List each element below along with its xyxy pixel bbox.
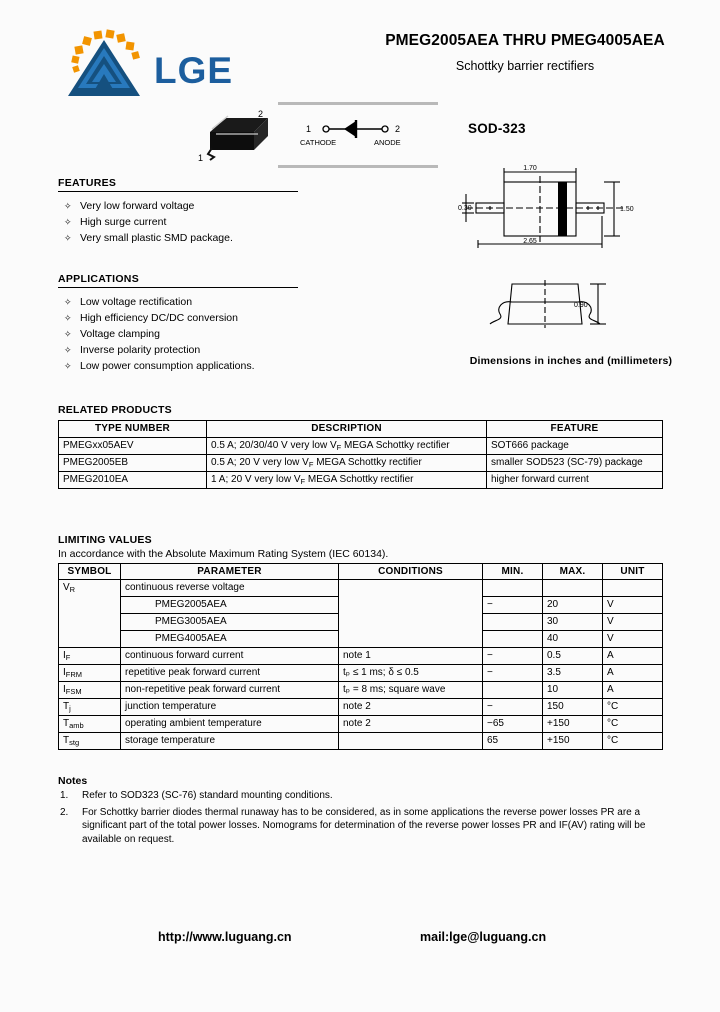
table-row xyxy=(59,665,663,682)
pin1-number: 1 xyxy=(198,153,204,163)
schematic-pin1-label: CATHODE xyxy=(300,138,337,147)
cell-symbol: $T_{stg}$ xyxy=(59,733,121,750)
limiting-values-heading: LIMITING VALUES xyxy=(58,534,152,546)
cell-feature: SOT666 package xyxy=(487,438,663,455)
package-top-view-drawing xyxy=(452,160,637,248)
dim-overall-length-label: 2.65 xyxy=(523,238,537,245)
cell-type-number: PMEG2010EA xyxy=(59,472,207,489)
cell-max: 20 xyxy=(543,597,603,614)
column-header-symbol: SYMBOL xyxy=(59,564,121,580)
table-row xyxy=(59,580,663,597)
cell-parameter: operating ambient temperature xyxy=(121,716,339,733)
dim-lead-width-label: 0.30 xyxy=(458,205,472,212)
column-header-feature: FEATURE xyxy=(487,421,663,438)
cell-parameter: PMEG2005AEA xyxy=(121,597,339,614)
list-item: ✧ High surge current xyxy=(58,214,298,230)
cell-feature: smaller SOD523 (SC-79) package xyxy=(487,455,663,472)
cell-type-number: PMEG2005EB xyxy=(59,455,207,472)
cell-conditions: tₚ = 8 ms; square wave xyxy=(339,682,483,699)
cell-conditions xyxy=(339,733,483,750)
cell-conditions: tₚ ≤ 1 ms; δ ≤ 0.5 xyxy=(339,665,483,682)
cell-unit: V xyxy=(603,614,663,631)
pin2-number: 2 xyxy=(258,110,264,119)
company-logo xyxy=(58,26,298,98)
limiting-values-table xyxy=(58,563,663,750)
cell-unit: °C xyxy=(603,733,663,750)
note-number: 1. xyxy=(60,790,69,801)
dimensions-caption: Dimensions in inches and (millimeters) xyxy=(469,355,673,367)
list-item: ✧ Very small plastic SMD package. xyxy=(58,230,298,246)
cell-unit: °C xyxy=(603,716,663,733)
table-row xyxy=(59,455,663,472)
cell-symbol: $T_{amb}$ xyxy=(59,716,121,733)
cell-min: − xyxy=(483,648,543,665)
cell-type-number: PMEGxx05AEV xyxy=(59,438,207,455)
cell-symbol: $I_{FRM}$ xyxy=(59,665,121,682)
logo-wordmark: LGE xyxy=(154,50,234,91)
column-header-type-number: TYPE NUMBER xyxy=(59,421,207,438)
footer-website-link[interactable]: http://www.luguang.cn xyxy=(158,930,292,944)
dim-side-height-label: 0.90 xyxy=(574,302,588,309)
related-products-heading: RELATED PRODUCTS xyxy=(58,404,172,416)
note-text: For Schottky barrier diodes thermal runaway has to be considered, as in some applications the reverse power losses PR are a significant part of the total power losses. Nomograms for determination of the reverse power losses PR and IF(AV) rating will be available on request. xyxy=(82,806,646,845)
schematic-pin2-label: ANODE xyxy=(374,138,401,147)
cell-conditions xyxy=(339,580,483,648)
cell-description: 1 A; 20 V very low $V_F$ MEGA Schottky rectifier xyxy=(207,472,487,489)
diode-schematic xyxy=(278,102,438,168)
schematic-pin1-number: 1 xyxy=(306,124,312,134)
table-row xyxy=(59,733,663,750)
table-row xyxy=(59,716,663,733)
cell-unit: A xyxy=(603,682,663,699)
table-row xyxy=(59,648,663,665)
cell-unit: A xyxy=(603,665,663,682)
list-item: ✧ Low power consumption applications. xyxy=(58,358,298,374)
cell-min xyxy=(483,631,543,648)
list-item: ✧ High efficiency DC/DC conversion xyxy=(58,310,298,326)
cell-max: 3.5 xyxy=(543,665,603,682)
column-header-description: DESCRIPTION xyxy=(207,421,487,438)
cell-min: 65 xyxy=(483,733,543,750)
cell-parameter: non-repetitive peak forward current xyxy=(121,682,339,699)
table-header-row xyxy=(59,564,663,580)
notes-heading: Notes xyxy=(58,775,88,787)
cell-parameter: continuous forward current xyxy=(121,648,339,665)
cell-unit xyxy=(603,580,663,597)
title-block xyxy=(330,32,720,73)
cell-min xyxy=(483,682,543,699)
cell-parameter: PMEG3005AEA xyxy=(121,614,339,631)
page-title: PMEG2005AEA THRU PMEG4005AEA xyxy=(385,32,665,49)
cell-min: − xyxy=(483,699,543,716)
cell-min: − xyxy=(483,597,543,614)
list-item: ✧ Inverse polarity protection xyxy=(58,342,298,358)
features-list xyxy=(58,192,298,246)
dim-body-height-label: 1.50 xyxy=(620,206,634,213)
cell-symbol: $V_R$ xyxy=(59,580,121,648)
cell-min: −65 xyxy=(483,716,543,733)
applications-list xyxy=(58,288,298,374)
page-footer xyxy=(0,930,720,954)
column-header-parameter: PARAMETER xyxy=(121,564,339,580)
cell-unit: A xyxy=(603,648,663,665)
cell-parameter: junction temperature xyxy=(121,699,339,716)
limiting-values-subheading: In accordance with the Absolute Maximum Rating System (IEC 60134). xyxy=(58,548,389,560)
table-row xyxy=(59,682,663,699)
note-number: 2. xyxy=(60,806,69,818)
cell-min xyxy=(483,580,543,597)
table-row xyxy=(59,699,663,716)
footer-email-link[interactable]: mail:lge@luguang.cn xyxy=(420,930,547,944)
diode-symbol-icon xyxy=(278,102,438,168)
cell-min xyxy=(483,614,543,631)
applications-heading: APPLICATIONS xyxy=(58,273,298,288)
cell-description: 0.5 A; 20 V very low $V_F$ MEGA Schottky rectifier xyxy=(207,455,487,472)
cell-max: 0.5 xyxy=(543,648,603,665)
notes-section xyxy=(58,789,662,849)
cell-max xyxy=(543,580,603,597)
note-item xyxy=(58,789,662,803)
cell-max: 150 xyxy=(543,699,603,716)
list-item: ✧ Voltage clamping xyxy=(58,326,298,342)
column-header-min: MIN. xyxy=(483,564,543,580)
cell-parameter: PMEG4005AEA xyxy=(121,631,339,648)
cell-max: +150 xyxy=(543,733,603,750)
package-side-view-drawing xyxy=(470,276,620,338)
note-item xyxy=(58,806,662,847)
list-item: ✧ Very low forward voltage xyxy=(58,198,298,214)
page-header xyxy=(0,20,720,100)
cell-unit: V xyxy=(603,597,663,614)
column-header-unit: UNIT xyxy=(603,564,663,580)
features-heading: FEATURES xyxy=(58,177,298,192)
cell-max: +150 xyxy=(543,716,603,733)
cell-max: 10 xyxy=(543,682,603,699)
column-header-max: MAX. xyxy=(543,564,603,580)
dim-length-label: 1.70 xyxy=(523,165,537,172)
cell-unit: V xyxy=(603,631,663,648)
package-name-label: SOD-323 xyxy=(468,121,526,136)
schematic-rule-top xyxy=(278,102,438,105)
cell-min: − xyxy=(483,665,543,682)
note-text: Refer to SOD323 (SC-76) standard mounting conditions. xyxy=(82,790,333,801)
lge-mountain-logo-icon xyxy=(58,26,150,98)
cell-description: 0.5 A; 20/30/40 V very low $V_F$ MEGA Schottky rectifier xyxy=(207,438,487,455)
package-photo-icon xyxy=(196,110,278,166)
page-subtitle: Schottky barrier rectifiers xyxy=(455,59,595,73)
cell-max: 30 xyxy=(543,614,603,631)
cell-unit: °C xyxy=(603,699,663,716)
cell-conditions: note 2 xyxy=(339,716,483,733)
cell-feature: higher forward current xyxy=(487,472,663,489)
table-row xyxy=(59,472,663,489)
table-header-row xyxy=(59,421,663,438)
schematic-rule-bottom xyxy=(278,165,438,168)
applications-section xyxy=(58,273,298,374)
cell-symbol: $I_{FSM}$ xyxy=(59,682,121,699)
schematic-pin2-number: 2 xyxy=(395,124,401,134)
column-header-conditions: CONDITIONS xyxy=(339,564,483,580)
related-products-table xyxy=(58,420,663,489)
cell-parameter: storage temperature xyxy=(121,733,339,750)
cell-conditions: note 2 xyxy=(339,699,483,716)
cell-max: 40 xyxy=(543,631,603,648)
features-section xyxy=(58,177,298,246)
cell-conditions: note 1 xyxy=(339,648,483,665)
cell-parameter: continuous reverse voltage xyxy=(121,580,339,597)
list-item: ✧ Low voltage rectification xyxy=(58,294,298,310)
cell-symbol: $T_j$ xyxy=(59,699,121,716)
cell-symbol: $I_F$ xyxy=(59,648,121,665)
cell-parameter: repetitive peak forward current xyxy=(121,665,339,682)
table-row xyxy=(59,438,663,455)
